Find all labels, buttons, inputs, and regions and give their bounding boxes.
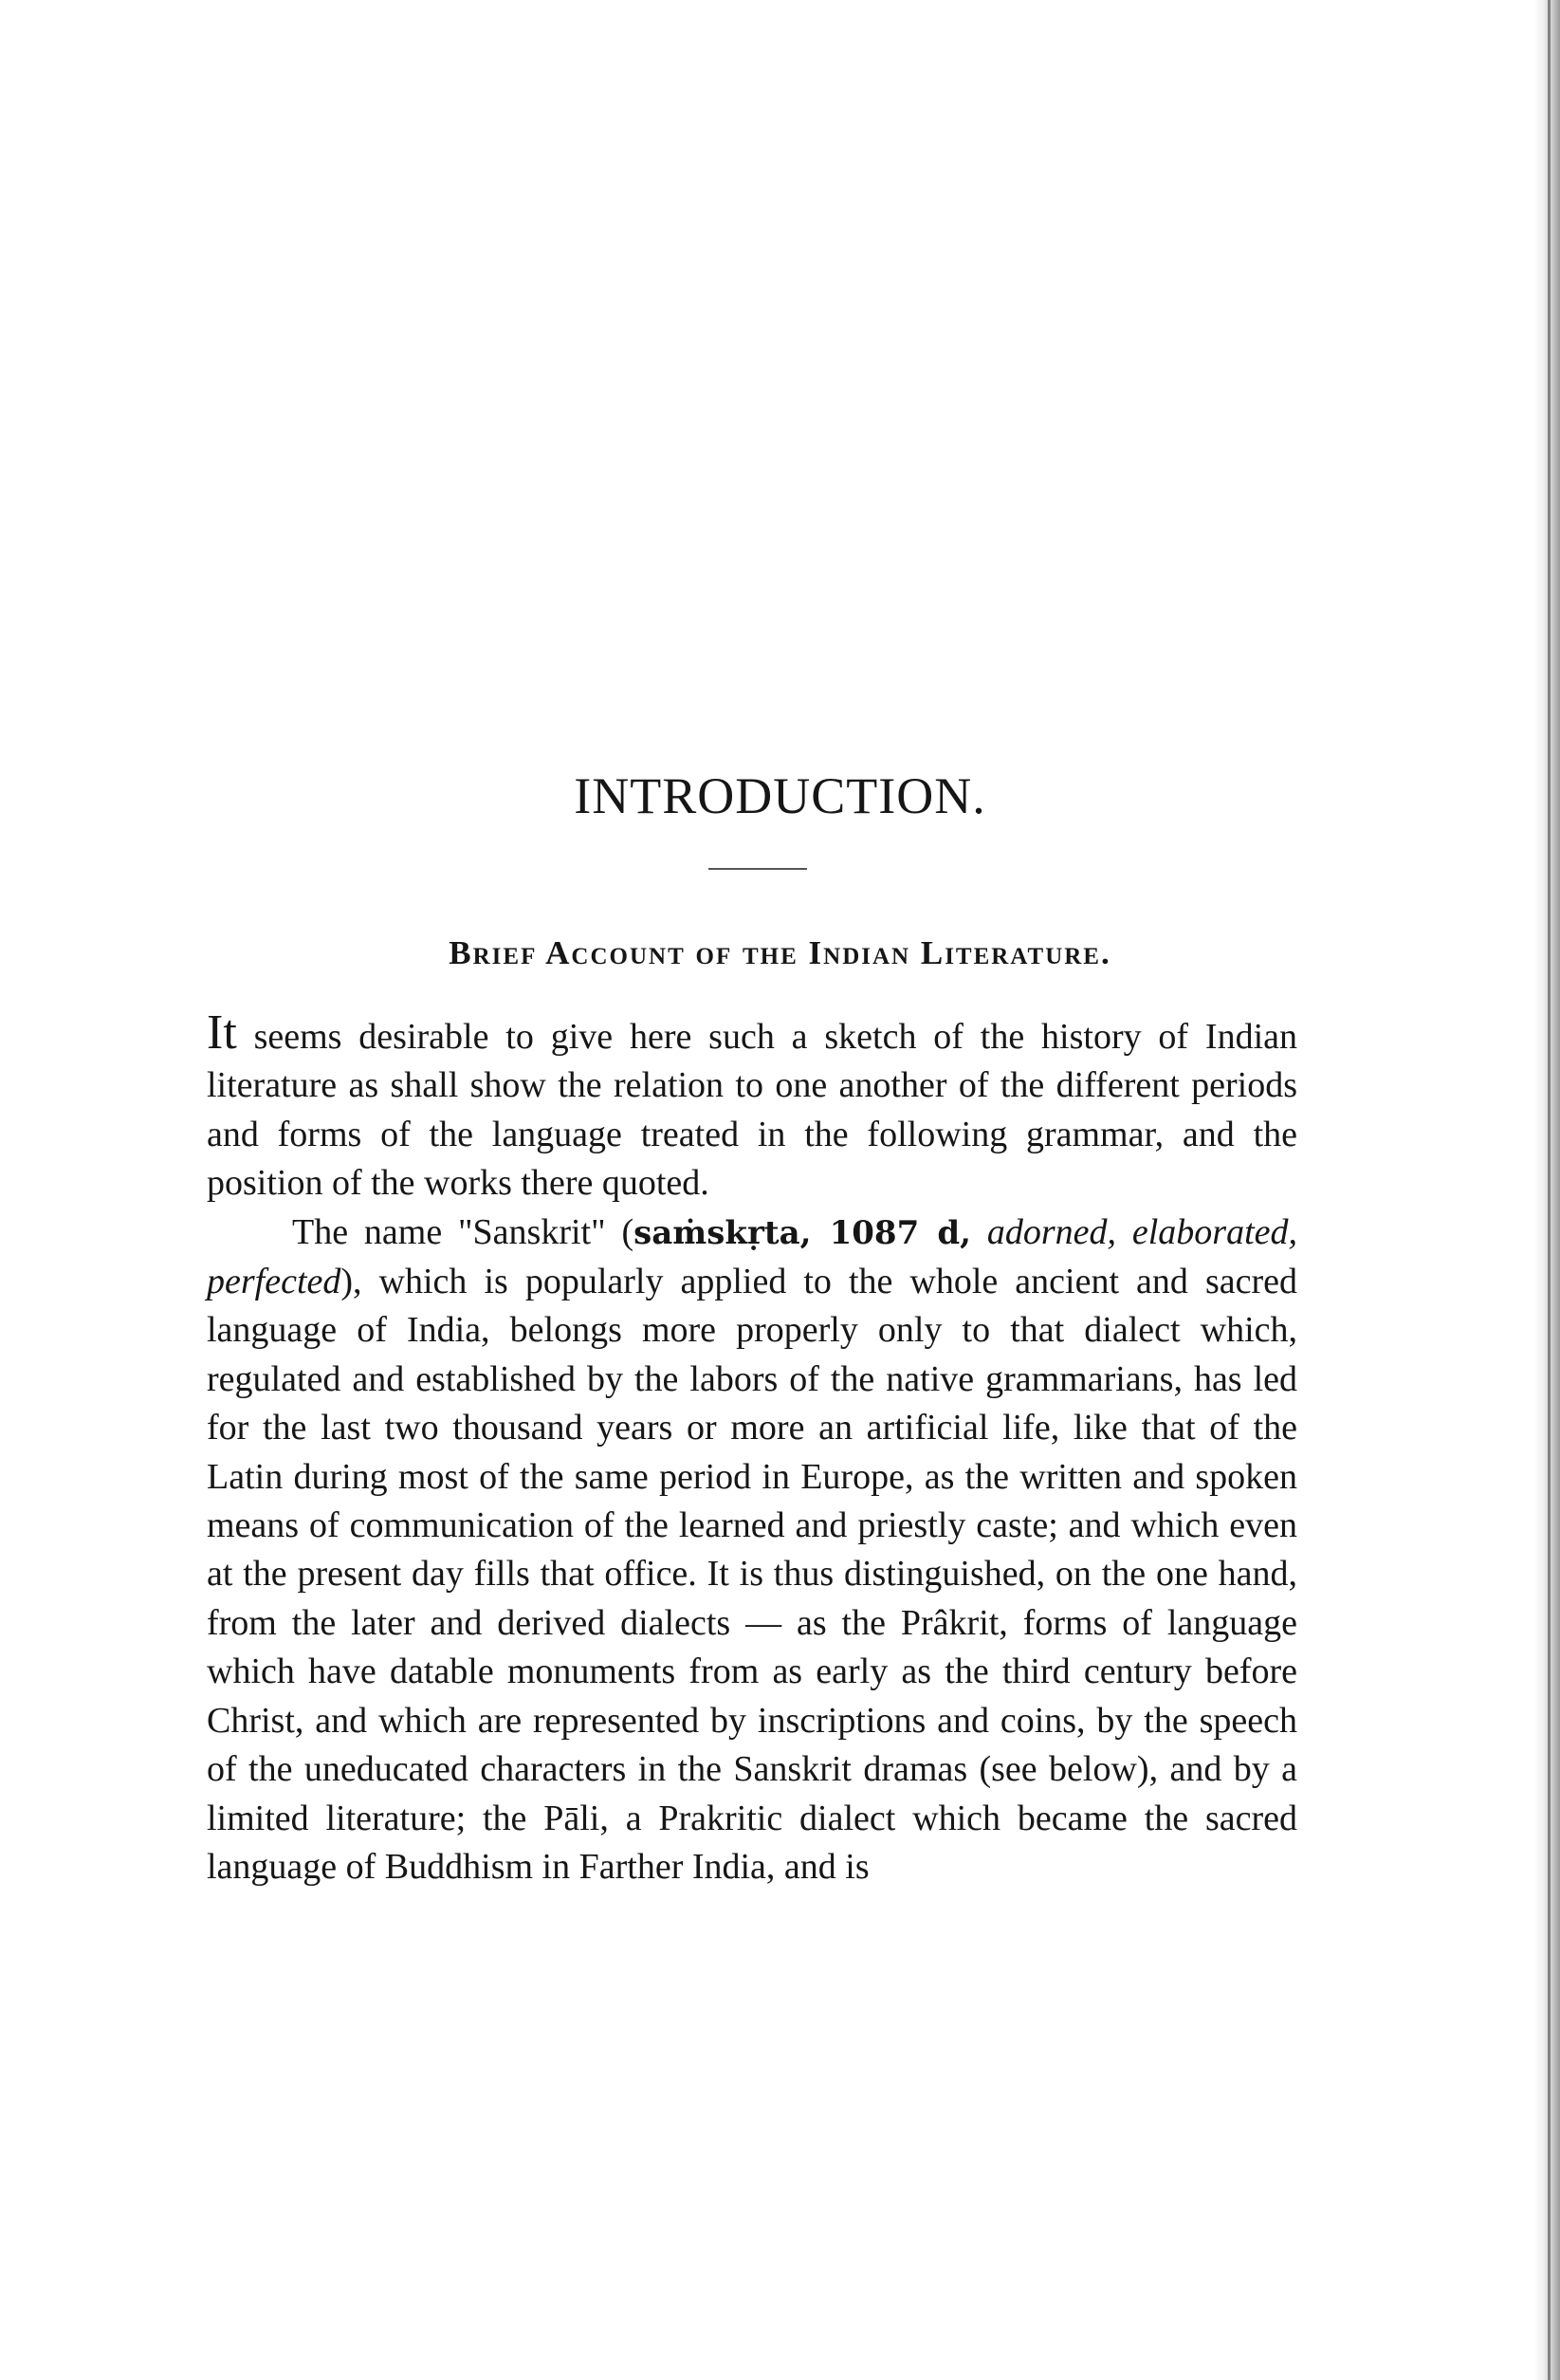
title-divider [708, 868, 807, 870]
page-edge-line [1548, 0, 1551, 2380]
chapter-title: INTRODUCTION. [574, 767, 986, 824]
paragraph-1 [207, 1006, 1297, 1208]
section-heading: Brief Account of the Indian Literature. [449, 934, 1111, 971]
sanskrit-term: saṁskṛta, 1087 d, [633, 1213, 972, 1252]
paragraph-2-text-b: ), which is popularly applied to the whole ancient and sacred language of India, belongs more properly only to that dialect which, regulated and established by the labors of the native grammarians, has led for the last two thousand years or more an artificial life, like that of the Latin during most of the same period in Europe, as the written and spoken means of communication of the learned and priestly caste; and which even at the present day fills that office. It is thus distinguished, on the one hand, from the later and derived dialects — as the Prâkrit, forms of language which have datable monuments from as early as the third century before Christ, and which are represented by inscriptions and coins, by the speech of the uneducated characters in the Sanskrit dramas (see below), and by a limited literature; the Pāli, a Prakritic dialect which became the sacred language of Buddhism in Farther India, and is [207, 1262, 1297, 1887]
page-edge-shadow [1533, 0, 1560, 2380]
paragraph-2-text-a: The name "Sanskrit" ( [292, 1211, 634, 1252]
paragraph-2 [207, 1208, 1297, 1892]
body-text [207, 1006, 1297, 1891]
paragraph-1-text: seems desirable to give here such a sketch of the history of Indian literature as shall show the relation to one another of the different periods and forms of the language treated in the following grammar, and the position of the works there quoted. [207, 1017, 1297, 1204]
term-gloss: adorned, elaborated, perfected [207, 1211, 1297, 1302]
paragraph-initial: It [207, 1006, 237, 1060]
